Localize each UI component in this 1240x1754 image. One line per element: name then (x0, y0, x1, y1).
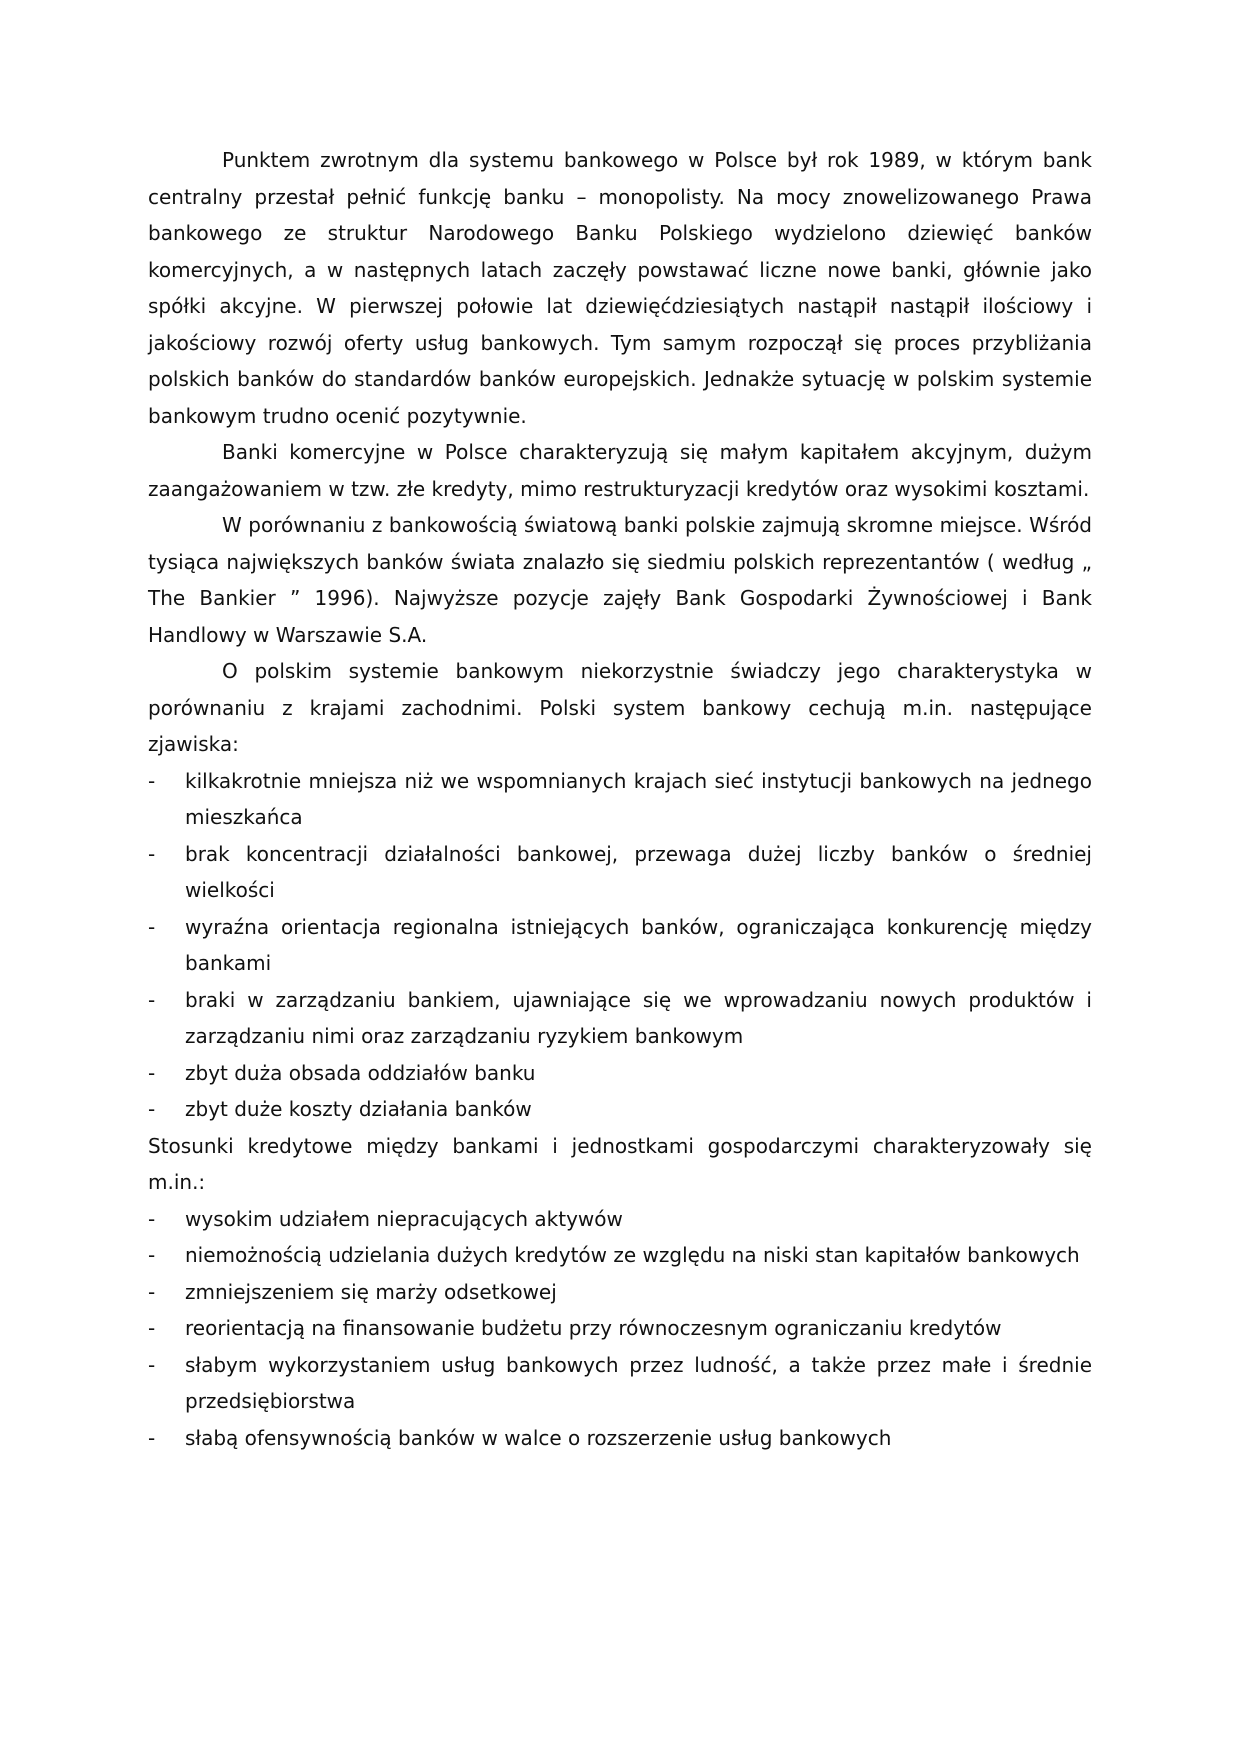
list-item (148, 1274, 1092, 1311)
list-item (148, 1055, 1092, 1092)
list-item-text: zmniejszeniem się marży odsetkowej (185, 1279, 557, 1304)
bullet-dash: - (148, 1060, 156, 1085)
list-item (148, 836, 1092, 909)
bullet-dash: - (148, 1243, 156, 1267)
bullet-dash: - (148, 1279, 156, 1304)
bullet-dash: - (148, 987, 156, 1012)
paragraph-commercial-banks: Banki komercyjne w Polsce charakteryzują się małym kapitałem akcyjnym, dużym zaangażowaniem w tzw. złe kredyty, mimo restrukturyzacji kredytów oraz wysokimi kosztami. (148, 440, 1092, 501)
list-item-text: brak koncentracji działalności bankowej, przewaga dużej liczby banków o średniej wielkości (185, 841, 1092, 902)
list-item (148, 1237, 1092, 1274)
bullet-dash: - (148, 1097, 156, 1121)
list-item (148, 982, 1092, 1055)
phenomena-list (148, 763, 1092, 1128)
list-item-text: braki w zarządzaniu bankiem, ujawniające się we wprowadzaniu nowych produktów i zarządzaniu nimi oraz zarządzaniu ryzykiem bankowym (185, 987, 1092, 1048)
bullet-dash: - (148, 1316, 156, 1340)
bullet-dash: - (148, 1352, 156, 1377)
paragraph-intro: Punktem zwrotnym dla systemu bankowego w Polsce był rok 1989, w którym bank centralny przestał pełnić funkcję banku – monopolisty. Na mocy znowelizowanego Prawa bankowego ze struktur Narodowego Banku Polskiego wydzielono dziewięć banków komercyjnych, a w następnych latach zaczęły powstawać liczne nowe banki, głównie jako spółki akcyjne. W pierwszej połowie lat dziewięćdziesiątych nastąpił nastąpił ilościowy i jakościowy rozwój oferty usług bankowych. Tym samym rozpoczął się proces przybliżania polskich banków do standardów banków europejskich. Jednakże sytuację w polskim systemie bankowym trudno ocenić pozytywnie. (148, 148, 1092, 428)
list-item-text: zbyt duża obsada oddziałów banku (185, 1060, 536, 1085)
list-item (148, 1420, 1092, 1457)
bullet-dash: - (148, 1425, 156, 1450)
credit-relations-list (148, 1201, 1092, 1457)
list-item-text: słabą ofensywnością banków w walce o rozszerzenie usług bankowych (185, 1425, 892, 1450)
list-item-text: kilkakrotnie mniejsza niż we wspomnianych krajach sieć instytucji bankowych na jednego mieszkańca (185, 768, 1092, 829)
list-item-text: niemożnością udzielania dużych kredytów ze względu na niski stan kapitałów bankowych (185, 1243, 1080, 1267)
list-item-text: zbyt duże koszty działania banków (185, 1097, 532, 1121)
bullet-dash: - (148, 1206, 156, 1231)
paragraph-characteristics: O polskim systemie bankowym niekorzystnie świadczy jego charakterystyka w porównaniu z krajami zachodnimi. Polski system bankowy cechują m.in. następujące zjawiska: (148, 659, 1092, 756)
list-item (148, 1310, 1092, 1347)
bullet-dash: - (148, 768, 156, 793)
document-page (148, 142, 1092, 1456)
bullet-dash: - (148, 914, 156, 939)
list-item-text: reorientacją na finansowanie budżetu przy równoczesnym ograniczaniu kredytów (185, 1316, 1002, 1340)
list-item (148, 1347, 1092, 1420)
list-item (148, 909, 1092, 982)
list-item-text: słabym wykorzystaniem usług bankowych przez ludność, a także przez małe i średnie przedsiębiorstwa (185, 1352, 1092, 1413)
paragraph-world-comparison: W porównaniu z bankowością światową banki polskie zajmują skromne miejsce. Wśród tysiąca największych banków świata znalazło się siedmiu polskich reprezentantów ( według „ The Bankier ” 1996). Najwyższe pozycje zajęły Bank Gospodarki Żywnościowej i Bank Handlowy w Warszawie S.A. (148, 513, 1092, 647)
list-item (148, 763, 1092, 836)
bullet-dash: - (148, 841, 156, 866)
list-item (148, 1091, 1092, 1128)
list-item-text: wysokim udziałem niepracujących aktywów (185, 1206, 623, 1231)
paragraph-credit-relations: Stosunki kredytowe między bankami i jednostkami gospodarczymi charakteryzowały się m.in.: (148, 1133, 1092, 1194)
list-item-text: wyraźna orientacja regionalna istniejących banków, ograniczająca konkurencję między bankami (185, 914, 1092, 975)
list-item (148, 1201, 1092, 1238)
